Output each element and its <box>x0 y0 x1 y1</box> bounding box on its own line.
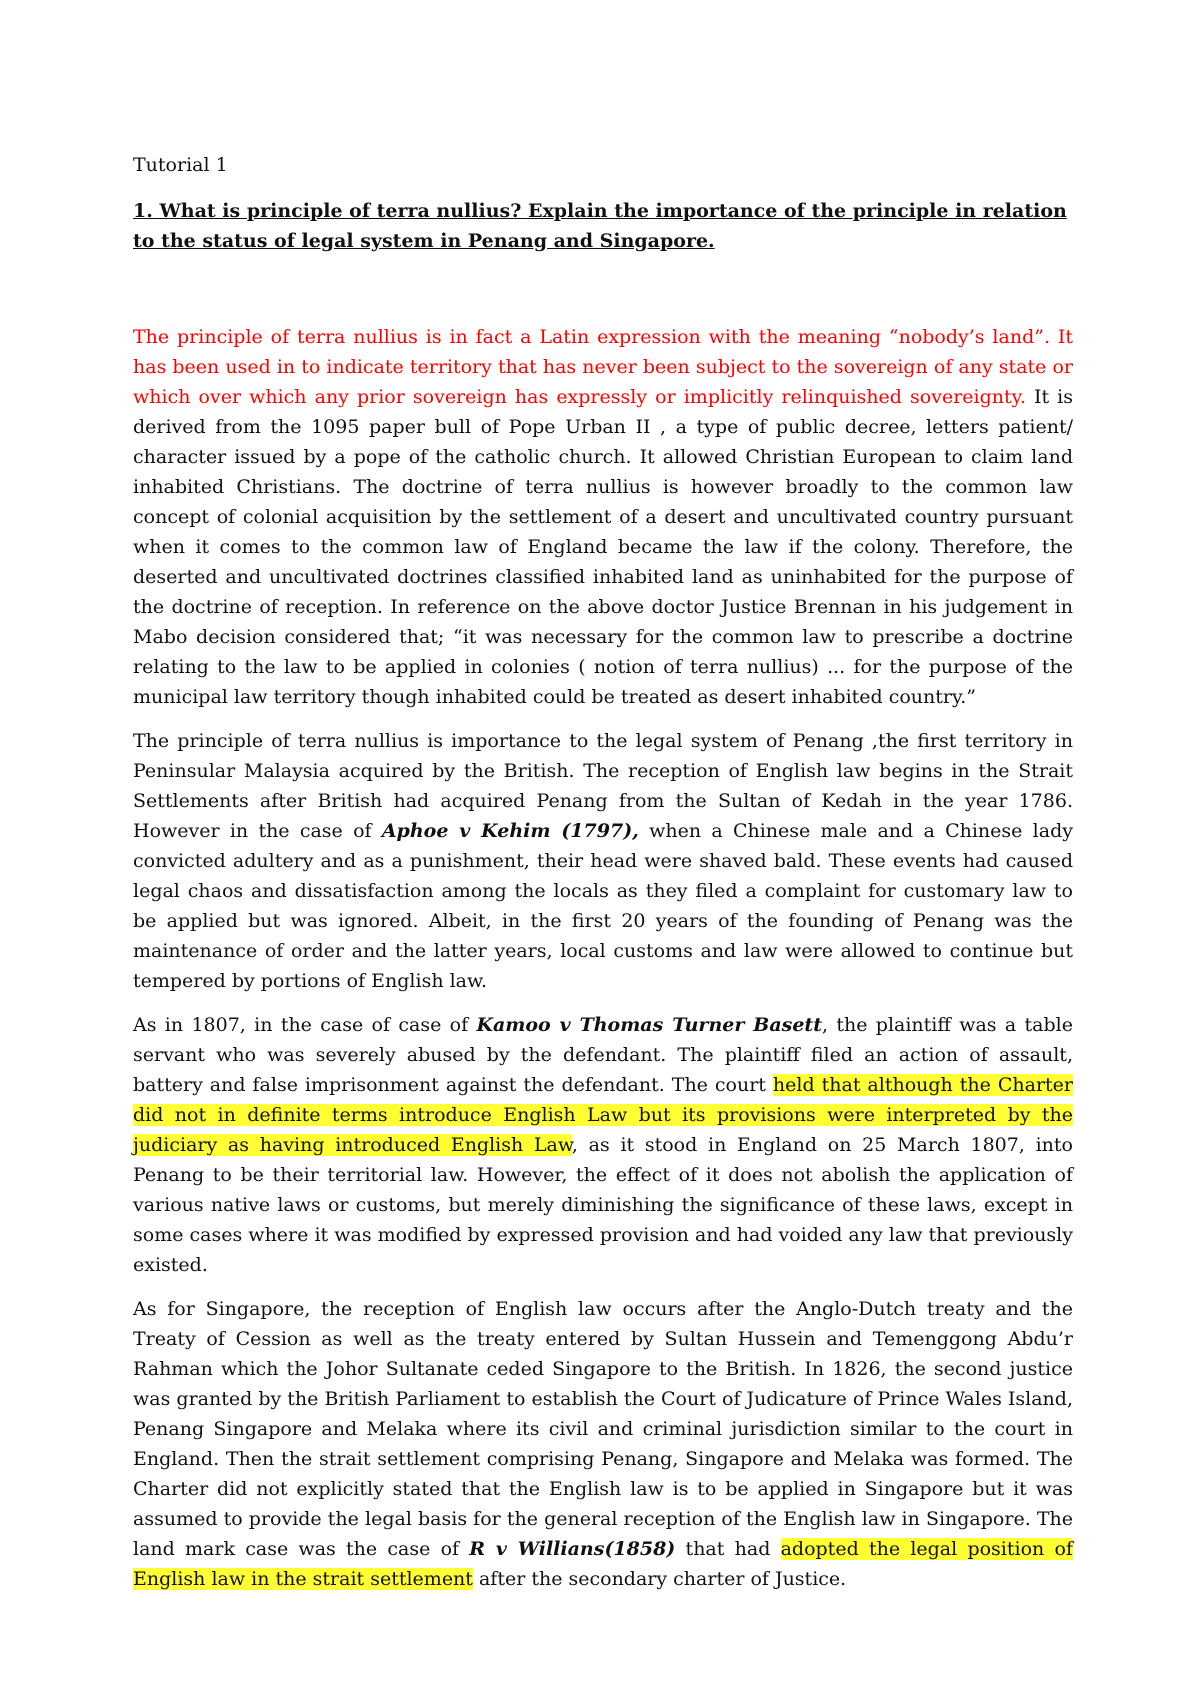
paragraph-text: , as it stood in England on 25 March 1807, into Penang to be their territorial law. However, the effect of it does not abolish the application of various native laws or customs, but merely diminishing the significance of these laws, except in some cases where it was modified by expressed provision and had voided any law that previously existed. <box>133 1134 1073 1276</box>
tutorial-question: 1. What is principle of terra nullius? Explain the importance of the principle in relation to the status of legal system in Penang and Singapore. <box>133 200 1067 252</box>
highlighted-text: adopted the legal position of English law in the strait settlement <box>133 1538 1073 1590</box>
paragraph-penang <box>133 726 1073 996</box>
paragraph-kamoo <box>133 1010 1073 1280</box>
highlighted-text: held that although the Charter did not in definite terms introduce English Law but its provisions were interpreted by the judiciary as having introduced English Law <box>133 1074 1074 1156</box>
paragraph-text: that had <box>675 1538 781 1560</box>
document-title: Tutorial 1 <box>133 154 228 176</box>
paragraph-text: As in 1807, in the case of case of <box>133 1014 477 1036</box>
paragraph-text: As for Singapore, the reception of English law occurs after the Anglo-Dutch treaty and the Treaty of Cession as well as the treaty entered by Sultan Hussein and Temenggong Abdu’r Rahman which the Johor Sultanate ceded Singapore to the British. In 1826, the second justice was granted by the British Parliament to establish the Court of Judicature of Prince Wales Island, Penang Singapore and Melaka where its civil and criminal jurisdiction similar to the court in England. Then the strait settlement comprising Penang, Singapore and Melaka was formed. The Charter did not explicitly stated that the English law is to be applied in Singapore but it was assumed to provide the legal basis for the general reception of the English law in Singapore. The land mark case was the case of <box>133 1298 1073 1560</box>
paragraph-text: , the plaintiff was a table servant who was severely abused by the defendant. The plaintiff filed an action of assault, battery and false imprisonment against the defendant. The court <box>133 1014 1073 1096</box>
definition-red-text: The principle of terra nullius is in fact a Latin expression with the meaning “nobody’s land”. It has been used in to indicate territory that has never been subject to the sovereign of any state or which over which any prior sovereign has expressly or implicitly relinquished sovereignty. <box>133 326 1073 408</box>
case-name: Aphoe v Kehim (1797), <box>381 820 639 842</box>
document-page <box>133 150 1073 1608</box>
paragraph-text: It is derived from the 1095 paper bull of Pope Urban II , a type of public decree, letters patient/ character issued by a pope of the catholic church. It allowed Christian European to claim land inhabited Christians. The doctrine of terra nullius is however broadly to the common law concept of colonial acquisition by the settlement of a desert and uncultivated country pursuant when it comes to the common law of England became the law if the colony. Therefore, the deserted and uncultivated doctrines classified inhabited land as uninhabited for the purpose of the doctrine of reception. In reference on the above doctor Justice Brennan in his judgement in Mabo decision considered that; “it was necessary for the common law to prescribe a doctrine relating to the law to be applied in colonies ( notion of terra nullius) ... for the purpose of the municipal law territory though inhabited could be treated as desert inhabited country.” <box>133 386 1073 708</box>
case-name: Kamoo v Thomas Turner Basett <box>476 1014 822 1036</box>
paragraph-text: The principle of terra nullius is importance to the legal system of Penang ,the first territory in Peninsular Malaysia acquired by the British. The reception of English law begins in the Strait Settlements after British had acquired Penang from the Sultan of Kedah in the year 1786. However in the case of <box>133 730 1073 842</box>
paragraph-singapore <box>133 1294 1073 1594</box>
paragraph-text: after the secondary charter of Justice. <box>472 1568 847 1590</box>
case-name: R v Willians(1858) <box>469 1538 676 1560</box>
paragraph-text: when a Chinese male and a Chinese lady convicted adultery and as a punishment, their head were shaved bald. These events had caused legal chaos and dissatisfaction among the locals as they filed a complaint for customary law to be applied but was ignored. Albeit, in the first 20 years of the founding of Penang was the maintenance of order and the latter years, local customs and law were allowed to continue but tempered by portions of English law. <box>133 820 1073 992</box>
paragraph-terra-nullius <box>133 322 1073 712</box>
